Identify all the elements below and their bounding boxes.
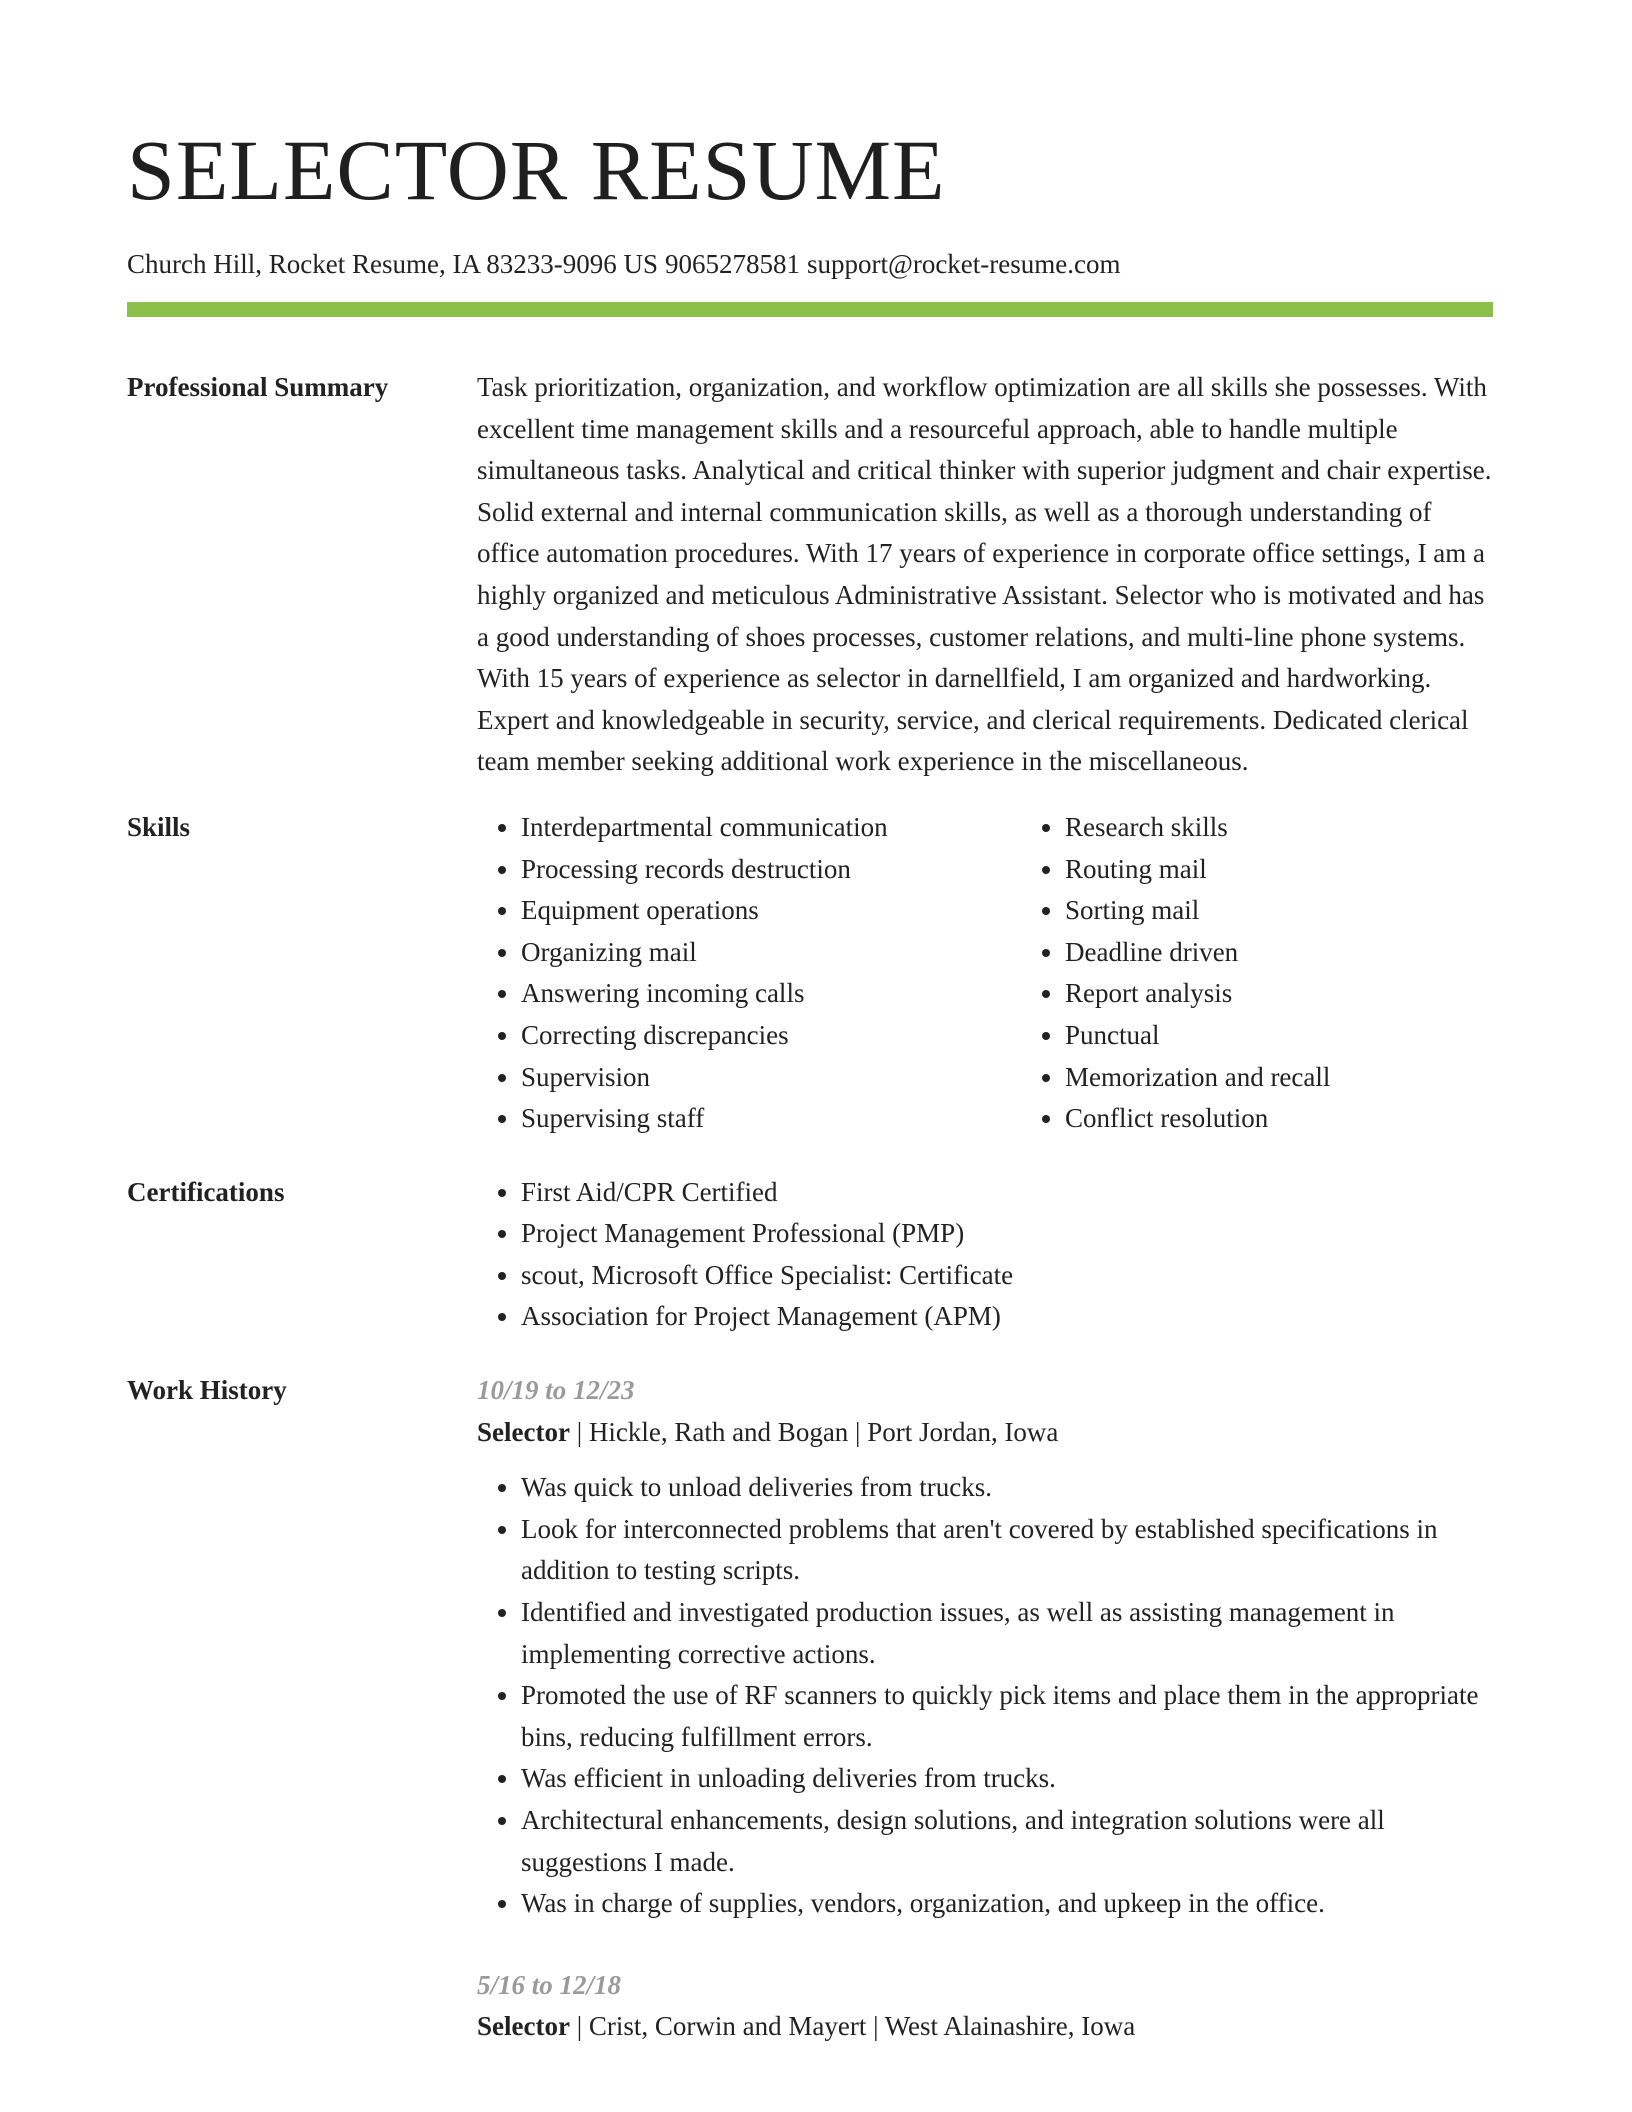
list-item: • Deadline driven xyxy=(1065,932,1565,974)
list-item: • Answering incoming calls xyxy=(521,973,1021,1015)
list-item: • Routing mail xyxy=(1065,849,1565,891)
resume-name: SELECTOR RESUME xyxy=(127,122,946,218)
certifications-list xyxy=(477,1172,1493,1338)
certifications-section xyxy=(127,1172,1493,1338)
list-item: • scout, Microsoft Office Specialist: Certificate xyxy=(521,1255,1493,1297)
list-item: • Identified and investigated production issues, as well as assisting management in implementing corrective actions. xyxy=(521,1592,1493,1675)
list-item: • Supervision xyxy=(521,1057,1021,1099)
contact-line xyxy=(127,248,1493,280)
job-entry xyxy=(477,1965,1493,2048)
list-item: • Equipment operations xyxy=(521,890,1021,932)
header-divider xyxy=(127,302,1493,317)
list-item: • Project Management Professional (PMP) xyxy=(521,1213,1493,1255)
resume-page xyxy=(127,0,1493,2048)
summary-text: Task prioritization, organization, and workflow optimization are all skills she possesses. With excellent time management skills and a resourceful approach, able to handle multiple simultaneous tasks. Analytical and critical thinker with superior judgment and chair expertise. Solid external and internal communication skills, as well as a thorough understanding of office automation procedures. With 17 years of experience in corporate office settings, I am a highly organized and meticulous Administrative Assistant. Selector who is motivated and has a good understanding of shoes processes, customer relations, and multi-line phone systems. With 15 years of experience as selector in darnellfield, I am organized and hardworking. Expert and knowledgeable in security, service, and clerical requirements. Dedicated clerical team member seeking additional work experience in the miscellaneous. xyxy=(477,372,1492,777)
list-item: • Interdepartmental communication xyxy=(521,807,1021,849)
contact-email[interactable]: support@rocket-resume.com xyxy=(806,249,1121,279)
skills-list-left xyxy=(477,807,1021,1140)
section-heading: Skills xyxy=(127,811,191,842)
contact-phone: 9065278581 xyxy=(664,249,800,279)
job-bullets xyxy=(477,1467,1493,1925)
list-item: • Punctual xyxy=(1065,1015,1565,1057)
list-item: • Was quick to unload deliveries from trucks. xyxy=(521,1467,1493,1509)
job-header xyxy=(477,2006,1493,2048)
job-dates: 5/16 to 12/18 xyxy=(477,1969,622,2000)
list-item: • Processing records destruction xyxy=(521,849,1021,891)
job-title: Selector xyxy=(477,2011,570,2042)
skills-section xyxy=(127,807,1493,1140)
skills-list-right xyxy=(1021,807,1565,1140)
section-heading: Work History xyxy=(127,1375,287,1406)
list-item: • Report analysis xyxy=(1065,973,1565,1015)
list-item: • Association for Project Management (APM) xyxy=(521,1296,1493,1338)
list-item: • Memorization and recall xyxy=(1065,1057,1565,1099)
list-item: • Supervising staff xyxy=(521,1098,1021,1140)
list-item: • Organizing mail xyxy=(521,932,1021,974)
list-item: • Look for interconnected problems that aren't covered by established specifications in addition to testing scripts. xyxy=(521,1509,1493,1592)
list-item: • First Aid/CPR Certified xyxy=(521,1172,1493,1214)
section-heading: Professional Summary xyxy=(127,372,389,402)
job-details: | Hickle, Rath and Bogan | Port Jordan, Iowa xyxy=(569,1416,1059,1447)
list-item: • Correcting discrepancies xyxy=(521,1015,1021,1057)
job-header xyxy=(477,1412,1493,1454)
list-item: • Promoted the use of RF scanners to quickly pick items and place them in the appropriate bins, reducing fulfillment errors. xyxy=(521,1675,1493,1758)
job-title: Selector xyxy=(477,1416,570,1447)
contact-address: Church Hill, Rocket Resume, IA 83233-9096 US xyxy=(127,249,658,279)
list-item: • Conflict resolution xyxy=(1065,1098,1565,1140)
summary-section xyxy=(127,367,1493,783)
list-item: • Was in charge of supplies, vendors, organization, and upkeep in the office. xyxy=(521,1883,1493,1925)
list-item: • Sorting mail xyxy=(1065,890,1565,932)
work-section xyxy=(127,1370,1493,2048)
list-item: • Research skills xyxy=(1065,807,1565,849)
job-dates: 10/19 to 12/23 xyxy=(477,1375,635,1406)
job-entry xyxy=(477,1370,1493,1925)
section-heading: Certifications xyxy=(127,1176,285,1207)
job-details: | Crist, Corwin and Mayert | West Alainashire, Iowa xyxy=(569,2011,1136,2042)
list-item: • Architectural enhancements, design solutions, and integration solutions were all suggestions I made. xyxy=(521,1800,1493,1883)
list-item: • Was efficient in unloading deliveries from trucks. xyxy=(521,1758,1493,1800)
